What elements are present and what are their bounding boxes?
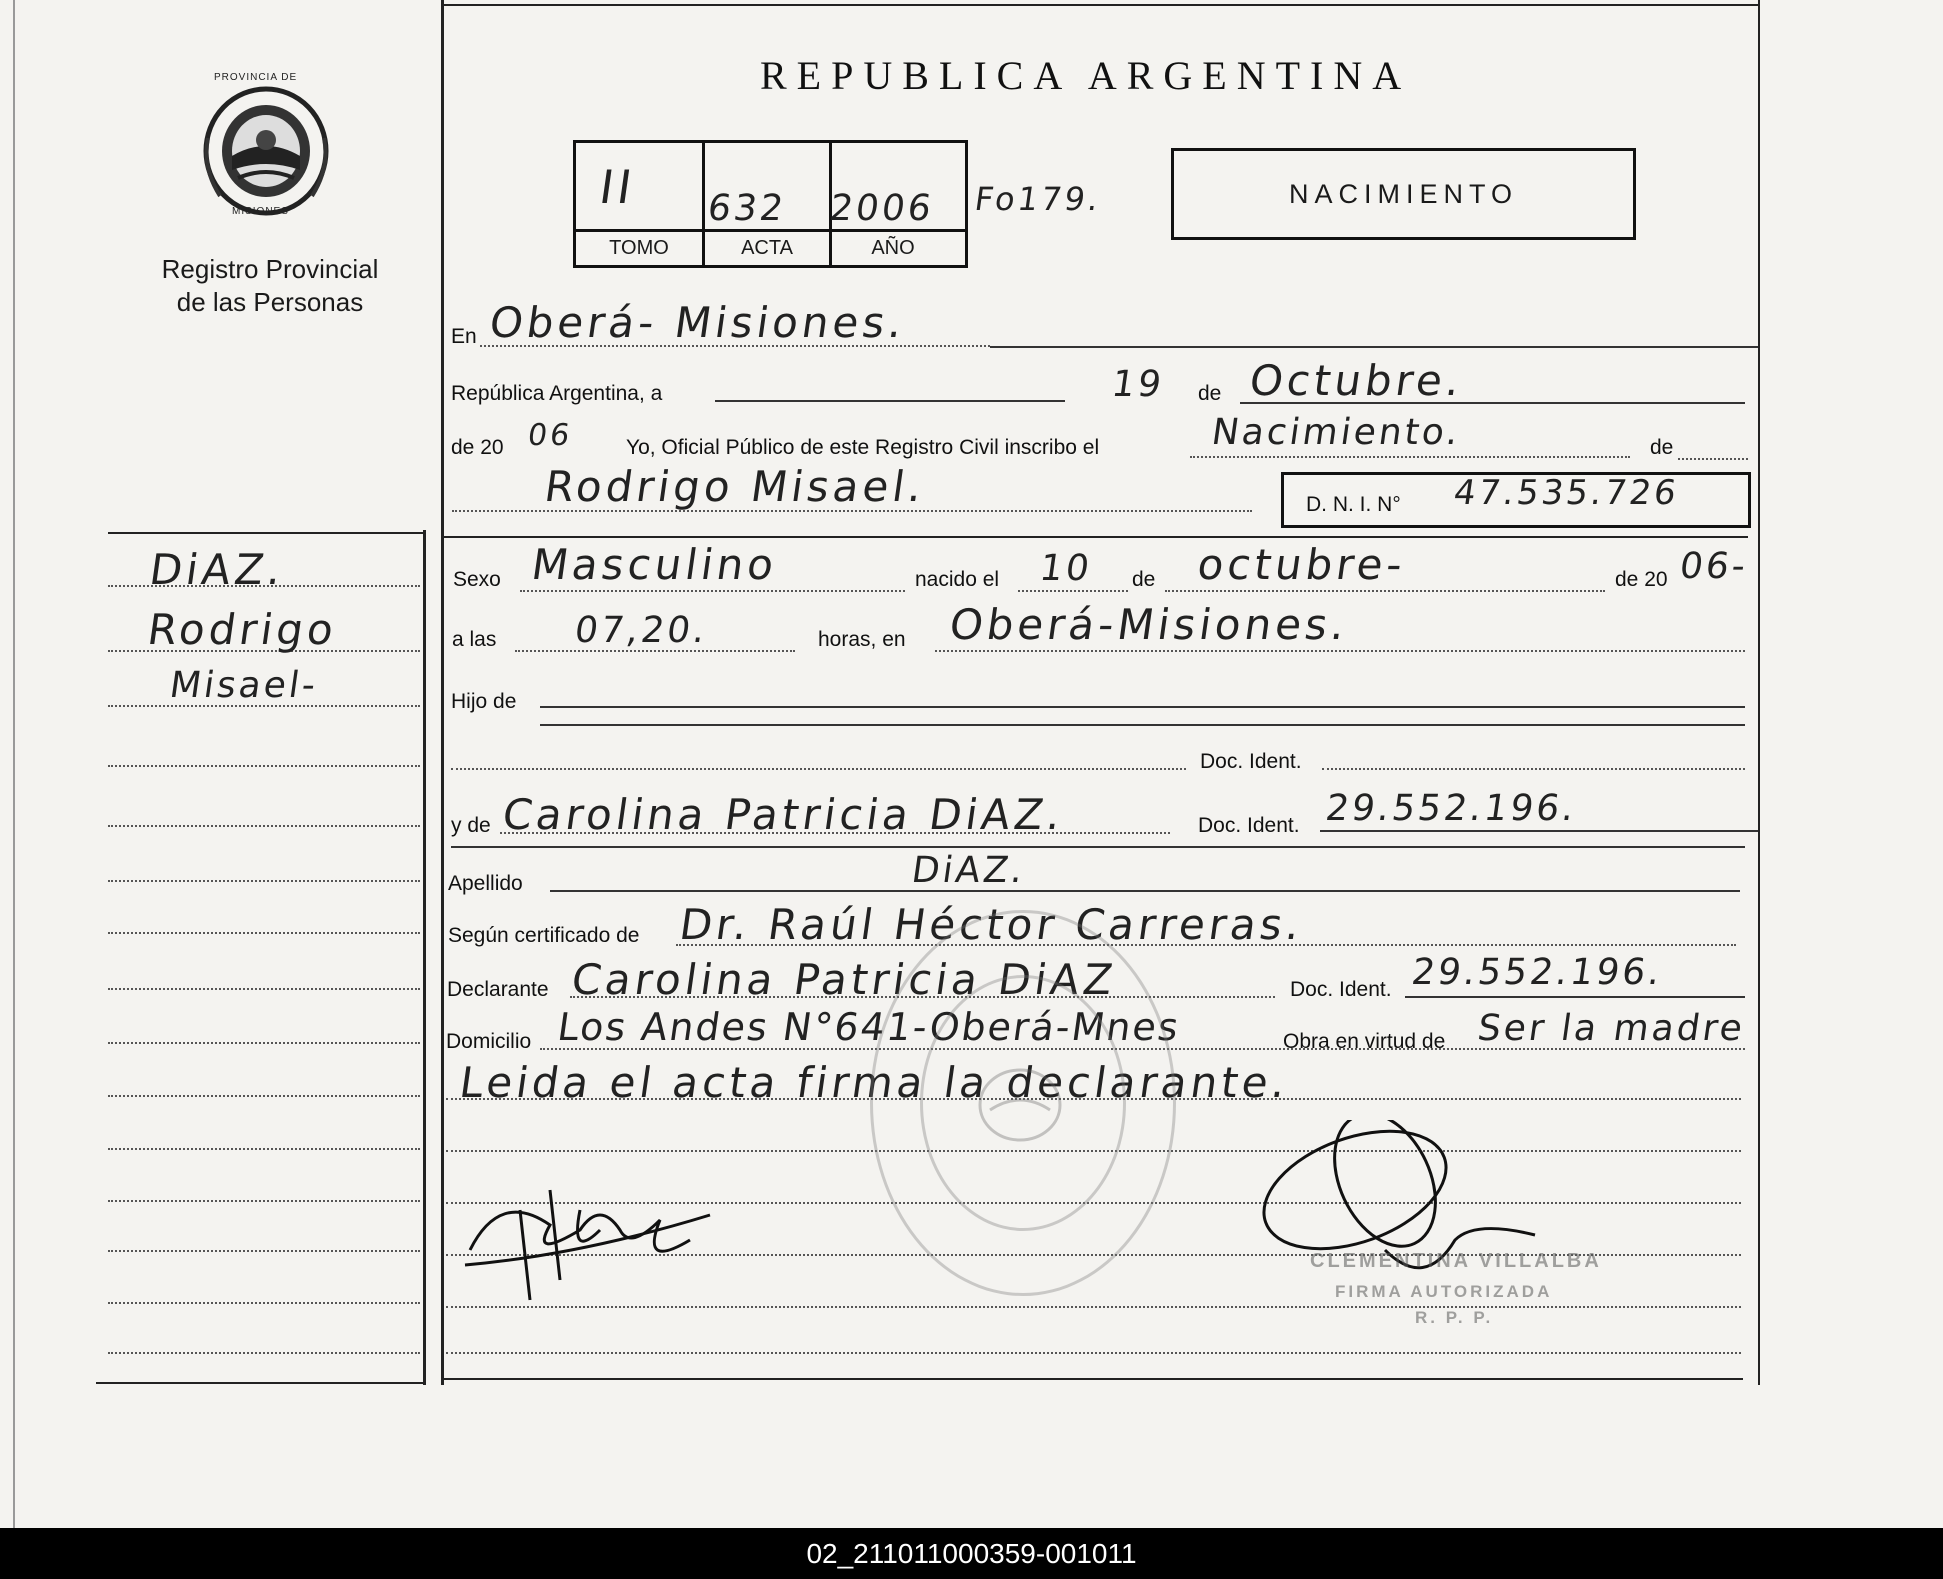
margin-line-13 xyxy=(108,1250,420,1252)
line-en xyxy=(480,345,990,347)
stamp-name: CLEMENTINA VILLALBA xyxy=(1310,1250,1602,1272)
label-de20-nac: de 20 xyxy=(1615,568,1668,591)
line-hijo-de-2 xyxy=(540,724,1745,726)
label-hijo-de: Hijo de xyxy=(451,690,517,713)
registrar-signature-icon xyxy=(460,1170,720,1310)
page-title: REPUBLICA ARGENTINA xyxy=(760,53,1412,98)
apellido-value: DiAZ. xyxy=(909,850,1029,891)
label-obra: Obra en virtud de xyxy=(1283,1030,1446,1053)
label-segun: Según certificado de xyxy=(448,924,640,947)
label-sexo: Sexo xyxy=(453,568,501,591)
margin-line-15 xyxy=(108,1352,420,1354)
dni-box xyxy=(1281,472,1751,528)
right-border-line xyxy=(1758,0,1760,1385)
label-de-mes-nac: de xyxy=(1132,568,1156,591)
seal-text-bottom: MISIONES xyxy=(232,206,289,217)
line-declarante-doc xyxy=(1405,996,1745,998)
declarante-doc-value: 29.552.196. xyxy=(1409,952,1666,993)
document-type-box xyxy=(1171,148,1636,240)
margin-line-5 xyxy=(108,825,420,827)
acta-value: 632 xyxy=(705,188,789,229)
margin-line-11 xyxy=(108,1148,420,1150)
line-mes-nac xyxy=(1165,590,1605,592)
agency-line-2: de las Personas xyxy=(176,287,364,317)
left-column-top-line xyxy=(108,532,424,534)
madre-doc-value: 29.552.196. xyxy=(1323,788,1580,829)
anio-label: AÑO xyxy=(871,237,915,259)
label-nacido-el: nacido el xyxy=(915,568,1000,591)
main-divider-line xyxy=(443,536,1748,538)
stamp-authorized: FIRMA AUTORIZADA xyxy=(1335,1282,1553,1301)
lugar-nac-value: Oberá-Misiones. xyxy=(946,600,1353,649)
medico-value: Dr. Raúl Héctor Carreras. xyxy=(676,900,1307,949)
sexo-value: Masculino xyxy=(528,540,781,589)
label-doc-ident-1: Doc. Ident. xyxy=(1200,750,1302,773)
stamp-emblem-icon xyxy=(970,1060,1070,1150)
hora-value: 07,20. xyxy=(572,610,711,651)
folio-value: Fo179. xyxy=(972,180,1104,218)
label-apellido: Apellido xyxy=(448,872,523,895)
domicilio-value: Los Andes N°641-Oberá-Mnes xyxy=(554,1005,1183,1049)
column-divider-a xyxy=(423,530,426,1385)
inscribo-value: Nacimiento. xyxy=(1209,412,1464,453)
registry-row-divider xyxy=(576,229,965,232)
line-nombre xyxy=(452,510,1252,512)
margin-note-line-1: DiAZ. xyxy=(146,545,289,594)
line-hora xyxy=(515,650,795,652)
label-domicilio: Domicilio xyxy=(446,1030,532,1053)
anio-value: 2006 xyxy=(827,188,937,229)
dni-value: 47.535.726 xyxy=(1451,473,1682,513)
seal-text-top: PROVINCIA DE xyxy=(214,72,298,83)
footer-code: 02_211011000359-001011 xyxy=(806,1538,1137,1569)
main-bottom-line xyxy=(443,1378,1743,1380)
line-madre xyxy=(500,832,1170,834)
mes-nac-value: octubre- xyxy=(1194,540,1410,589)
stamp-rpp: R. P. P. xyxy=(1415,1308,1494,1327)
column-divider-b xyxy=(441,0,444,1385)
margin-line-8 xyxy=(108,988,420,990)
label-de-mes: de xyxy=(1198,382,1222,405)
nombre-value: Rodrigo Misael. xyxy=(541,462,930,511)
acta-label: ACTA xyxy=(741,237,793,259)
document-type-label: NACIMIENTO xyxy=(1288,179,1518,209)
agency-line-1: Registro Provincial xyxy=(161,254,379,284)
line-hijo-de-1 xyxy=(540,706,1745,708)
line-madre-doc xyxy=(1320,830,1758,832)
declarante-value: Carolina Patricia DiAZ xyxy=(568,955,1120,1004)
top-border-line xyxy=(441,4,1759,6)
margin-note-line-3: Misael- xyxy=(167,665,321,706)
margin-line-10 xyxy=(108,1095,420,1097)
line-nota-6 xyxy=(446,1352,1741,1354)
lugar-value: Oberá- Misiones. xyxy=(486,298,910,347)
label-dni: D. N. I. N° xyxy=(1306,493,1401,516)
margin-line-14 xyxy=(108,1302,420,1304)
line-en-solid xyxy=(990,346,1758,348)
label-de20: de 20 xyxy=(451,436,504,459)
label-de-after: de xyxy=(1650,436,1674,459)
label-declarante: Declarante xyxy=(447,978,549,1001)
line-hijo-de-3 xyxy=(451,768,1186,770)
line-dia-nac xyxy=(1018,590,1128,592)
footer-bar xyxy=(0,1528,1943,1579)
label-en: En xyxy=(451,325,477,348)
label-a-las: a las xyxy=(452,628,497,651)
margin-note-line-2: Rodrigo xyxy=(144,605,341,654)
label-yo-oficial: Yo, Oficial Público de este Registro Civil inscribo el xyxy=(626,436,1100,459)
tomo-label: TOMO xyxy=(609,237,669,259)
label-doc-ident-3: Doc. Ident. xyxy=(1290,978,1392,1001)
line-de-after xyxy=(1678,458,1748,460)
line-medico xyxy=(676,944,1736,946)
line-dia-reg xyxy=(715,400,1065,402)
mes-reg-value: Octubre. xyxy=(1246,356,1467,405)
agency-name xyxy=(110,253,430,319)
line-mes-reg xyxy=(1240,402,1745,404)
margin-line-4 xyxy=(108,765,420,767)
tomo-value: II xyxy=(596,160,639,214)
dia-nac-value: 10 xyxy=(1037,548,1095,589)
label-republica: República Argentina, a xyxy=(451,382,663,405)
obra-value: Ser la madre xyxy=(1475,1008,1748,1049)
line-doc-ident-1 xyxy=(1322,768,1745,770)
line-lugar-nac xyxy=(935,650,1745,652)
anio-reg-value: 06 xyxy=(525,418,575,453)
provincial-seal-icon xyxy=(198,78,334,224)
margin-line-9 xyxy=(108,1042,420,1044)
anio-nac-value: 06- xyxy=(1677,546,1751,587)
margin-line-12 xyxy=(108,1200,420,1202)
line-inscribo xyxy=(1190,456,1630,458)
left-column-bottom-line xyxy=(96,1382,424,1384)
label-horas-en: horas, en xyxy=(818,628,906,651)
margin-line-7 xyxy=(108,932,420,934)
left-border-line xyxy=(13,0,15,1528)
line-apellido xyxy=(550,890,1740,892)
dia-reg-value: 19 xyxy=(1109,364,1167,405)
line-madre-sep xyxy=(451,846,1745,848)
line-sexo xyxy=(520,590,905,592)
label-doc-ident-2: Doc. Ident. xyxy=(1198,814,1300,837)
madre-value: Carolina Patricia DiAZ. xyxy=(499,790,1068,839)
margin-line-6 xyxy=(108,880,420,882)
label-y-de: y de xyxy=(451,814,491,837)
nota-value: Leida el acta firma la declarante. xyxy=(456,1058,1293,1107)
